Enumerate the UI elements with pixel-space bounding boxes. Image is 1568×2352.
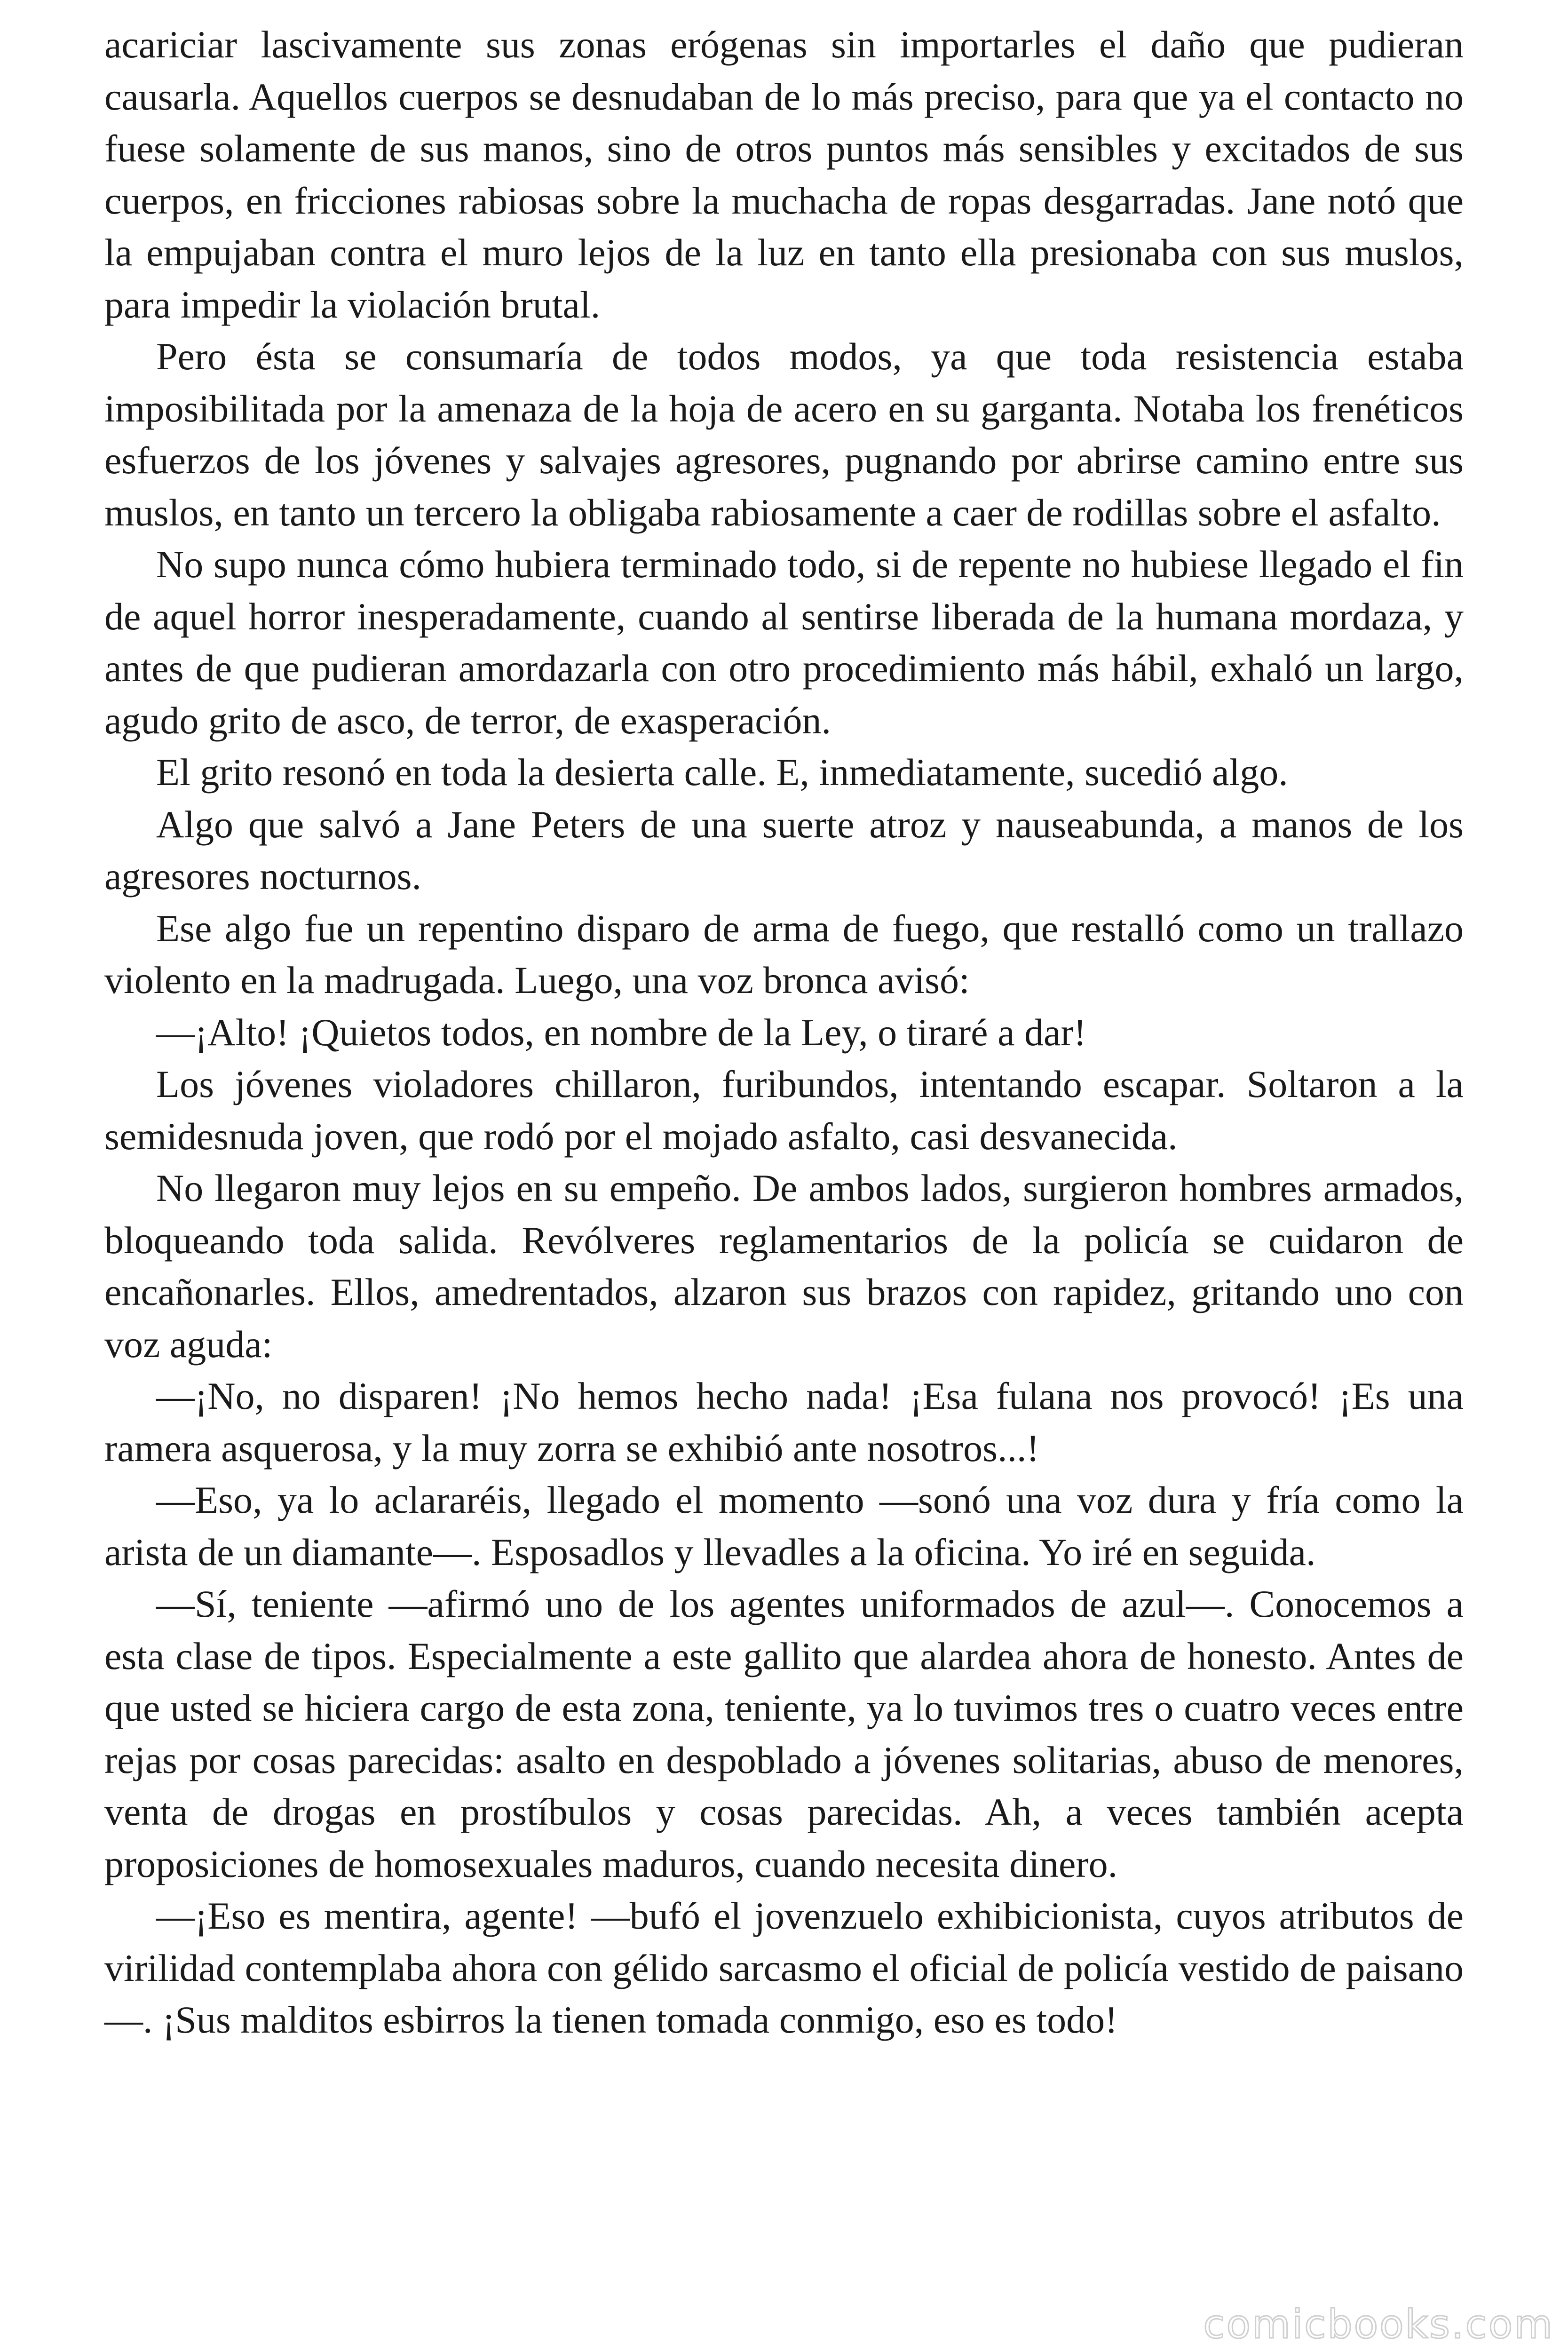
paragraph-10: —¡No, no disparen! ¡No hemos hecho nada! ¡Esa fulana nos provocó! ¡Es una ramera asquerosa, y la muy zorra se exhibió ante nosotros...! [104,1375,1464,1470]
paragraph-13: —¡Eso es mentira, agente! —bufó el jovenzuelo exhibicionista, cuyos atributos de virilidad contemplaba ahora con gélido sarcasmo el oficial de policía vestido de paisano—. ¡Sus malditos esbirros la tienen tomada conmigo, eso es todo! [104,1894,1464,2041]
paragraph-7: —¡Alto! ¡Quietos todos, en nombre de la Ley, o tiraré a dar! [156,1010,1086,1054]
paragraph-5: Algo que salvó a Jane Peters de una suerte atroz y nauseabunda, a manos de los agresores nocturnos. [104,803,1464,898]
paragraph-9: No llegaron muy lejos en su empeño. De ambos lados, surgieron hombres armados, bloqueando toda salida. Revólveres reglamentarios de la policía se cuidaron de encañonarles. Ellos, amedrentados, alzaron sus brazos con rapidez, gritando uno con voz aguda: [104,1167,1464,1366]
paragraph-3: No supo nunca cómo hubiera terminado todo, si de repente no hubiese llegado el fin de aquel horror inesperadamente, cuando al sentirse liberada de la humana mordaza, y antes de que pudieran amordazarla con otro procedimiento más hábil, exhaló un largo, agudo grito de asco, de terror, de exasperación. [104,543,1464,742]
paragraph-4: El grito resonó en toda la desierta calle. E, inmediatamente, sucedió algo. [156,751,1288,794]
paragraph-1: acariciar lascivamente sus zonas erógenas sin importarles el daño que pudieran causarla. Aquellos cuerpos se desnudaban de lo más preciso, para que ya el contacto no fuese solamente de sus manos, sino de otros puntos más sensibles y excitados de sus cuerpos, en fricciones rabiosas sobre la muchacha de ropas desgarradas. Jane notó que la empujaban contra el muro lejos de la luz en tanto ella presionaba con sus muslos, para impedir la violación brutal. [104,23,1464,326]
watermark: comicbooks.com [1203,2301,1554,2347]
paragraph-12: —Sí, teniente —afirmó uno de los agentes uniformados de azul—. Conocemos a esta clase de tipos. Especialmente a este gallito que alardea ahora de honesto. Antes de que usted se hiciera cargo de esta zona, teniente, ya lo tuvimos tres o cuatro veces entre rejas por cosas parecidas: asalto en despoblado a jóvenes solitarias, abuso de menores, venta de drogas en prostíbulos y cosas parecidas. Ah, a veces también acepta proposiciones de homosexuales maduros, cuando necesita dinero. [104,1582,1464,1885]
book-page-body [104,19,1464,2305]
paragraph-11: —Eso, ya lo aclararéis, llegado el momento —sonó una voz dura y fría como la arista de un diamante—. Esposadlos y llevadles a la oficina. Yo iré en seguida. [104,1478,1464,1573]
paragraph-6: Ese algo fue un repentino disparo de arma de fuego, que restalló como un trallazo violento en la madrugada. Luego, una voz bronca avisó: [104,906,1464,1001]
paragraph-8: Los jóvenes violadores chillaron, furibundos, intentando escapar. Soltaron a la semidesnuda joven, que rodó por el mojado asfalto, casi desvanecida. [104,1063,1464,1158]
paragraph-2: Pero ésta se consumaría de todos modos, ya que toda resistencia estaba imposibilitada por la amenaza de la hoja de acero en su garganta. Notaba los frenéticos esfuerzos de los jóvenes y salvajes agresores, pugnando por abrirse camino entre sus muslos, en tanto un tercero la obligaba rabiosamente a caer de rodillas sobre el asfalto. [104,335,1464,534]
